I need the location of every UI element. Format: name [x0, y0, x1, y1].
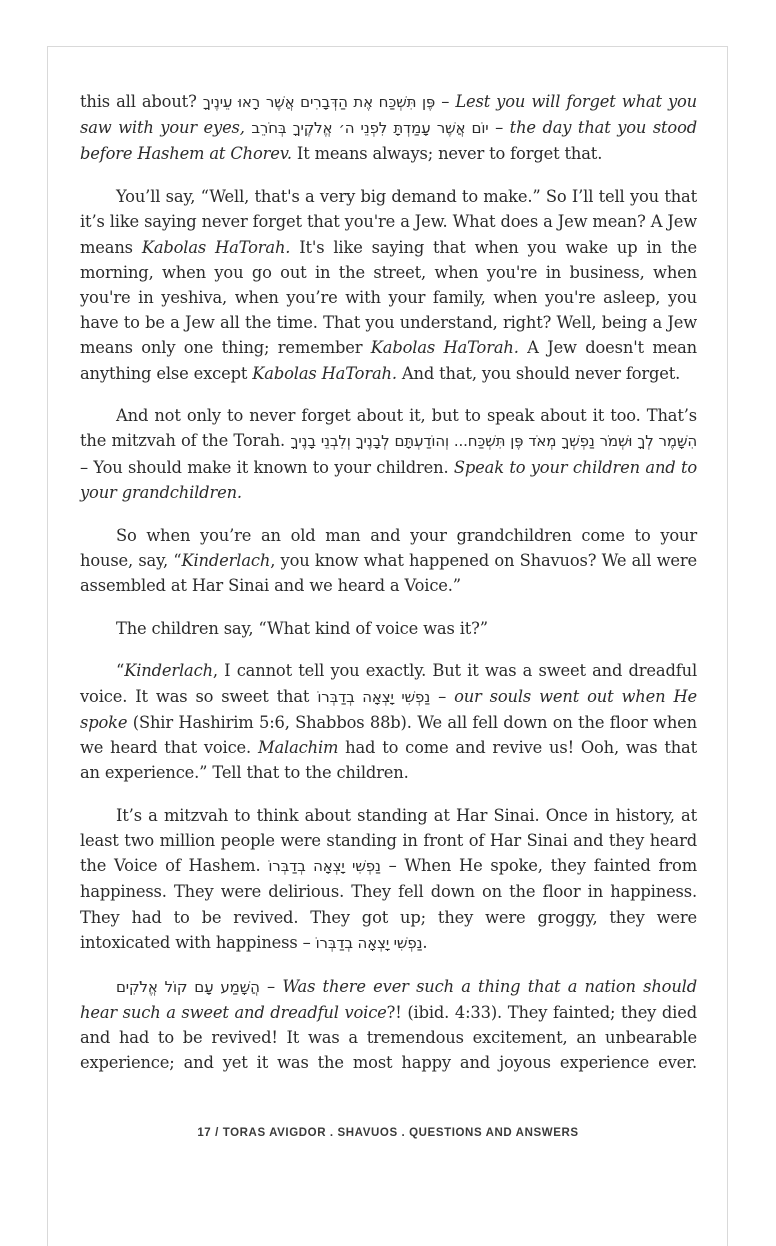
italic-text: our souls went out when He spoke	[80, 686, 697, 732]
hebrew-quote: נַפְשִׁי יָצְאָה בְדַבְּרוֹ	[268, 857, 381, 876]
paragraph	[80, 658, 697, 785]
hebrew-quote: יוֹם אֲשֶׁר עָמַדְתָּ לִפְנֵי ה׳ אֱלֹקֶיךָ בְּחֹרֵב	[251, 119, 489, 138]
text: So when you’re an old man and your grandchildren come to your house, say, “	[80, 525, 697, 570]
text: – You should make it known to your children.	[80, 457, 454, 477]
text: (Shir Hashirim 5:6, Shabbos 88b). We all fell down on the floor when we heard that voice.	[80, 712, 697, 757]
italic-text: Malachim	[257, 737, 339, 757]
text: .	[422, 932, 428, 952]
paragraph	[80, 803, 697, 956]
italic-text: Kabolas HaTorah.	[370, 338, 519, 358]
text: –	[430, 686, 455, 706]
text: –	[488, 118, 510, 138]
text: –	[435, 92, 456, 111]
hebrew-quote: פֶּן תִּשְׁכַּח אֶת הַדְּבָרִים אֲשֶׁר רָאוּ עֵינֶיךָ	[202, 93, 436, 111]
text: this all about?	[80, 92, 203, 111]
text: It's like saying that when you wake up in the morning, when you go out in the street, when you're in business, when you're in yeshiva, when you’re with your family, when you're asleep, you have to be a Jew all the time. That you understand, right? Well, being a Jew means only one thing; remember	[80, 237, 698, 358]
paragraph	[80, 523, 697, 599]
paragraph	[80, 616, 697, 641]
text: It’s a mitzvah to think about standing at Har Sinai. Once in history, at least two million people were standing in front of Har Sinai and they heard the Voice of Hashem.	[80, 805, 697, 876]
text: – When He spoke, they fainted from happiness. They were delirious. They fell down on the floor in happiness. They had to be revived. They got up; they were groggy, they were intoxicated with happiness –	[80, 856, 697, 952]
text: And not only to never forget about it, but to speak about it too. That’s the mitzvah of the Torah.	[80, 406, 697, 451]
italic-text: Lest you will forget what you saw with your eyes,	[80, 92, 697, 138]
paragraph	[80, 184, 697, 386]
italic-text: Kabolas HaTorah.	[141, 237, 291, 257]
paragraph	[80, 89, 697, 167]
text: , I cannot tell you exactly. But it was a sweet and dreadful voice. It was so sweet that	[80, 661, 697, 706]
italic-text: Was there ever such a thing that a nation should hear such a sweet and dreadful voice	[80, 976, 697, 1022]
hebrew-quote: הִשָּׁמֶר לְךָ וּשְׁמֹר נַפְשְׁךָ מְאֹד פֶּן תִּשְׁכַּח... וְהוֹדַעְתָּם לְבָנֶיךָ וְלִבְנֵי בָנֶיךָ	[290, 432, 697, 451]
text: A Jew doesn't mean anything else except	[80, 338, 697, 383]
paragraph	[80, 403, 697, 505]
text: –	[259, 976, 283, 996]
hebrew-quote: הֲשָׁמַע עָם קוֹל אֱלֹקִים	[116, 977, 260, 996]
text: had to come and revive us! Ooh, was that an experience.” Tell that to the children.	[80, 737, 698, 783]
text: The children say, “What kind of voice was it?”	[116, 618, 488, 638]
text: It means always; never to forget that.	[291, 144, 603, 164]
text: You’ll say, “Well, that's a very big demand to make.” So I’ll tell you that it’s like saying never forget that you're a Jew. What does a Jew mean? A Jew means	[80, 187, 697, 257]
page-body	[80, 89, 697, 1093]
hebrew-quote: נַפְשִׁי יָצְאָה בְדַבְּרוֹ	[315, 933, 423, 952]
text: ?! (ibid. 4:33). They fainted; they died and had to be revived! It was a tremendous excitement, an unbearable experience; and yet it was the most happy and joyous experience ever.	[80, 1002, 697, 1073]
text: And that, you should never forget.	[396, 363, 681, 383]
italic-text: Kinderlach	[181, 550, 271, 570]
page-footer: 17 / TORAS AVIGDOR . SHAVUOS . QUESTIONS AND ANSWERS	[197, 1127, 579, 1139]
italic-text: the day that you stood before Hashem at Chorev.	[80, 118, 697, 164]
italic-text: Kinderlach	[124, 661, 213, 681]
italic-text: Speak to your children and to your grandchildren.	[80, 457, 698, 502]
paragraph	[80, 974, 697, 1076]
text: , you know what happened on Shavuos? We all were assembled at Har Sinai and we heard a Voice.”	[80, 550, 698, 595]
text: “	[116, 661, 125, 681]
hebrew-quote: נַפְשִׁי יָצְאָה בְדַבְּרוֹ	[317, 687, 431, 706]
italic-text: Kabolas HaTorah.	[252, 363, 397, 383]
